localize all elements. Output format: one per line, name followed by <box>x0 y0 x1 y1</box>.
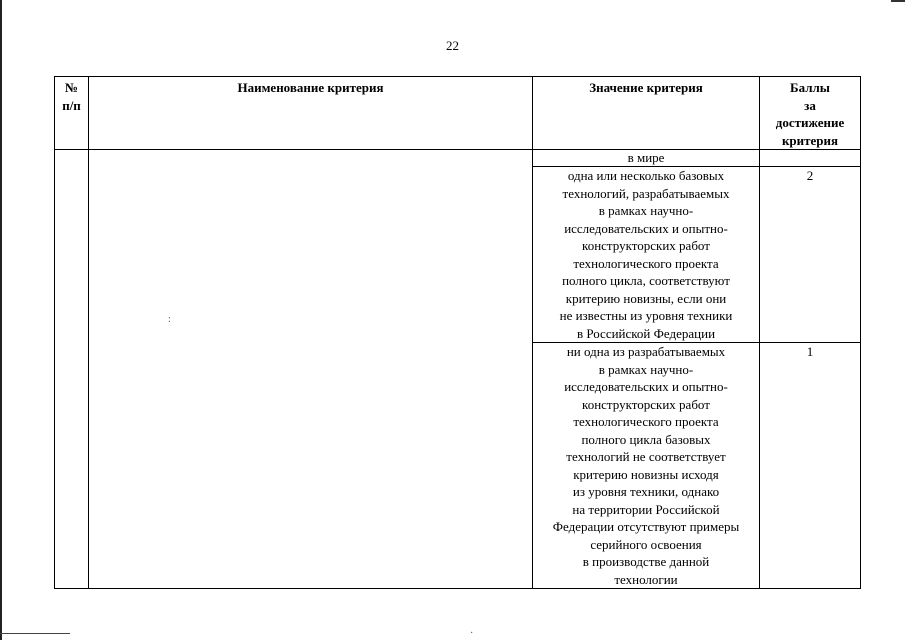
page-number: 22 <box>446 38 459 53</box>
table-header-row <box>55 77 861 150</box>
cell-value: одна или несколько базовых технологий, разрабатываемых в рамках научно- исследовательских и опытно- конструкторских работ технологического проекта полного цикла, соответствуют критерию новизны, если они не известны из уровня техники в Российской Федерации <box>533 167 760 343</box>
criteria-table <box>54 76 861 589</box>
header-criterion-name: Наименование критерия <box>89 77 533 150</box>
cell-score: 1 <box>760 343 861 589</box>
cell-number <box>55 150 89 589</box>
cell-value: в мире <box>533 150 760 167</box>
header-score: Баллы за достижение критерия <box>760 77 861 150</box>
scan-speck: · <box>470 628 474 639</box>
cell-score <box>760 150 861 167</box>
header-criterion-value: Значение критерия <box>533 77 760 150</box>
table-row <box>55 150 861 167</box>
cell-criterion-name <box>89 150 533 589</box>
scan-footer-line <box>0 633 70 634</box>
header-number: № п/п <box>55 77 89 150</box>
cell-score: 2 <box>760 167 861 343</box>
scan-speck: : <box>168 314 171 325</box>
cell-value: ни одна из разрабатываемых в рамках научно- исследовательских и опытно- конструкторских работ технологического проекта полного цикла базовых технологий не соответствует критерию новизны исходя из уровня техники, однако на территории Российской Федерации отсутствуют примеры серийного освоения в производстве данной технологии <box>533 343 760 589</box>
scan-corner-mark <box>891 0 905 2</box>
scan-left-edge <box>0 0 2 640</box>
